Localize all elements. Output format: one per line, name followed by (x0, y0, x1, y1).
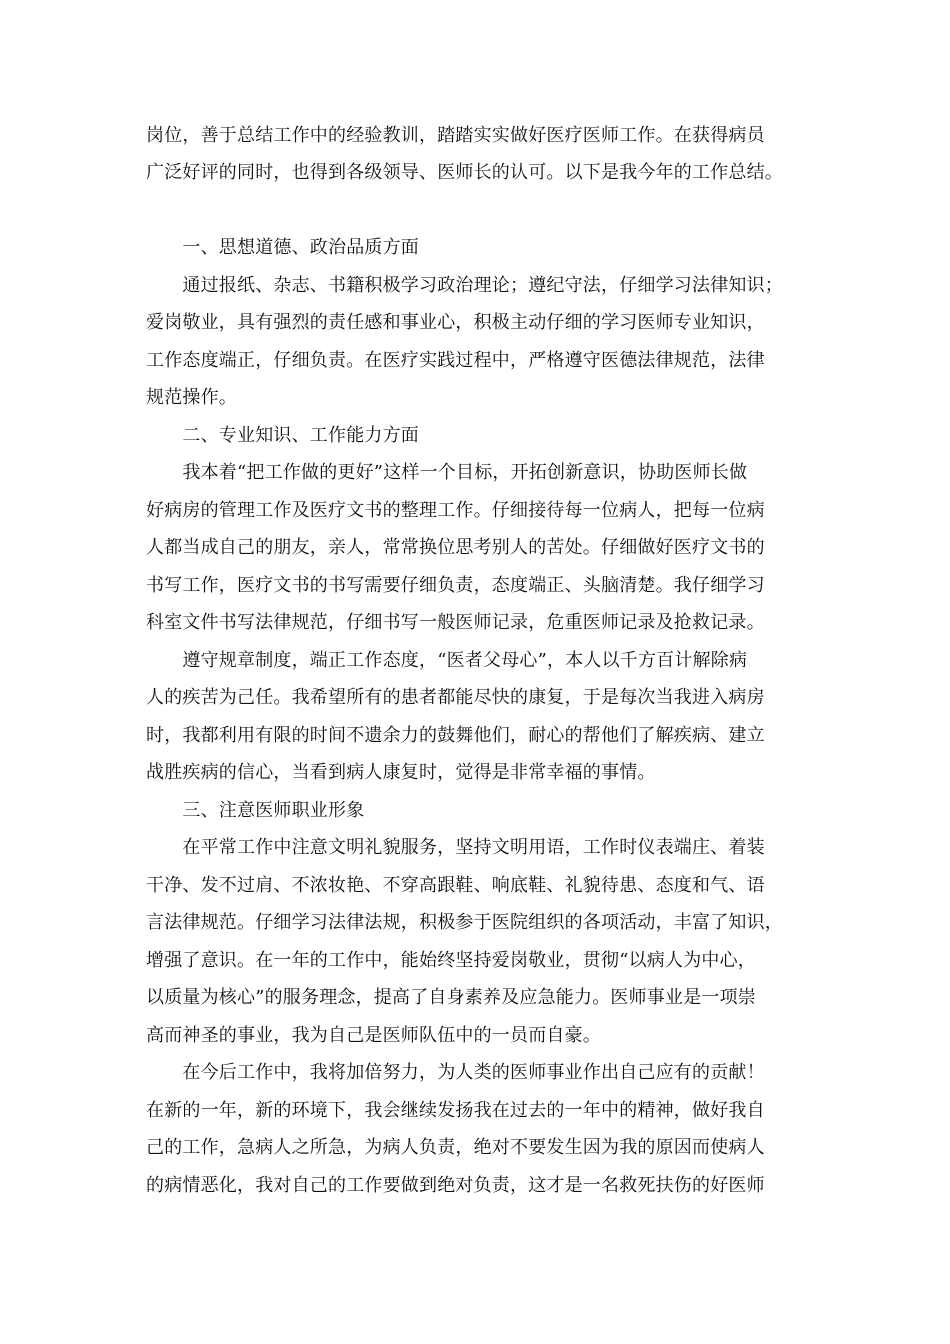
text-line: 言法律规范。仔细学习法律法规，积极参于医院组织的各项活动，丰富了知识， (146, 912, 783, 933)
section-heading-3: 三、注意医师职业形象 (146, 800, 365, 821)
text-line: 在今后工作中，我将加倍努力，为人类的医师事业作出自己应有的贡献！ (146, 1062, 765, 1083)
text-line: 增强了意识。在一年的工作中，能始终坚持爱岗敬业，贯彻“以病人为中心， (146, 950, 756, 971)
text-line: 己的工作，急病人之所急，为病人负责，绝对不要发生因为我的原因而使病人 (146, 1137, 765, 1158)
text-line: 干净、发不过肩、不浓妆艳、不穿高跟鞋、响底鞋、礼貌待患、态度和气、语 (146, 875, 765, 896)
section-heading-1: 一、思想道德、政治品质方面 (146, 237, 419, 258)
text-line: 规范操作。 (146, 387, 237, 408)
text-line: 广泛好评的同时，也得到各级领导、医师长的认可。以下是我今年的工作总结。 (146, 162, 783, 183)
text-line: 在平常工作中注意文明礼貌服务，坚持文明用语，工作时仪表端庄、着装 (146, 837, 765, 858)
text-line: 好病房的管理工作及医疗文书的整理工作。仔细接待每一位病人，把每一位病 (146, 500, 765, 521)
text-line: 书写工作，医疗文书的书写需要仔细负责，态度端正、头脑清楚。我仔细学习 (146, 575, 765, 596)
text-line: 遵守规章制度，端正工作态度，“医者父母心”，本人以千方百计解除病 (146, 650, 748, 671)
text-line: 时，我都利用有限的时间不遗余力的鼓舞他们，耐心的帮他们了解疾病、建立 (146, 725, 765, 746)
text-line: 的病情恶化，我对自己的工作要做到绝对负责，这才是一名救死扶伤的好医师 (146, 1175, 765, 1196)
text-line: 工作态度端正，仔细负责。在医疗实践过程中，严格遵守医德法律规范，法律 (146, 350, 765, 371)
text-line: 人的疾苦为己任。我希望所有的患者都能尽快的康复，于是每次当我进入病房 (146, 687, 765, 708)
text-line: 我本着“把工作做的更好”这样一个目标，开拓创新意识，协助医师长做 (146, 462, 748, 483)
text-line: 战胜疾病的信心，当看到病人康复时，觉得是非常幸福的事情。 (146, 762, 656, 783)
text-line: 在新的一年，新的环境下，我会继续发扬我在过去的一年中的精神，做好我自 (146, 1100, 765, 1121)
section-heading-2: 二、专业知识、工作能力方面 (146, 425, 419, 446)
text-line: 通过报纸、杂志、书籍积极学习政治理论；遵纪守法，仔细学习法律知识； (146, 275, 783, 296)
text-line: 高而神圣的事业，我为自己是医师队伍中的一员而自豪。 (146, 1025, 601, 1046)
text-line: 科室文件书写法律规范，仔细书写一般医师记录，危重医师记录及抢救记录。 (146, 612, 765, 633)
text-line: 爱岗敬业，具有强烈的责任感和事业心，积极主动仔细的学习医师专业知识， (146, 312, 765, 333)
text-line: 以质量为核心”的服务理念，提高了自身素养及应急能力。医师事业是一项崇 (146, 987, 756, 1008)
text-line: 岗位，善于总结工作中的经验教训，踏踏实实做好医疗医师工作。在获得病员 (146, 125, 765, 146)
text-line: 人都当成自己的朋友，亲人，常常换位思考别人的苦处。仔细做好医疗文书的 (146, 537, 765, 558)
